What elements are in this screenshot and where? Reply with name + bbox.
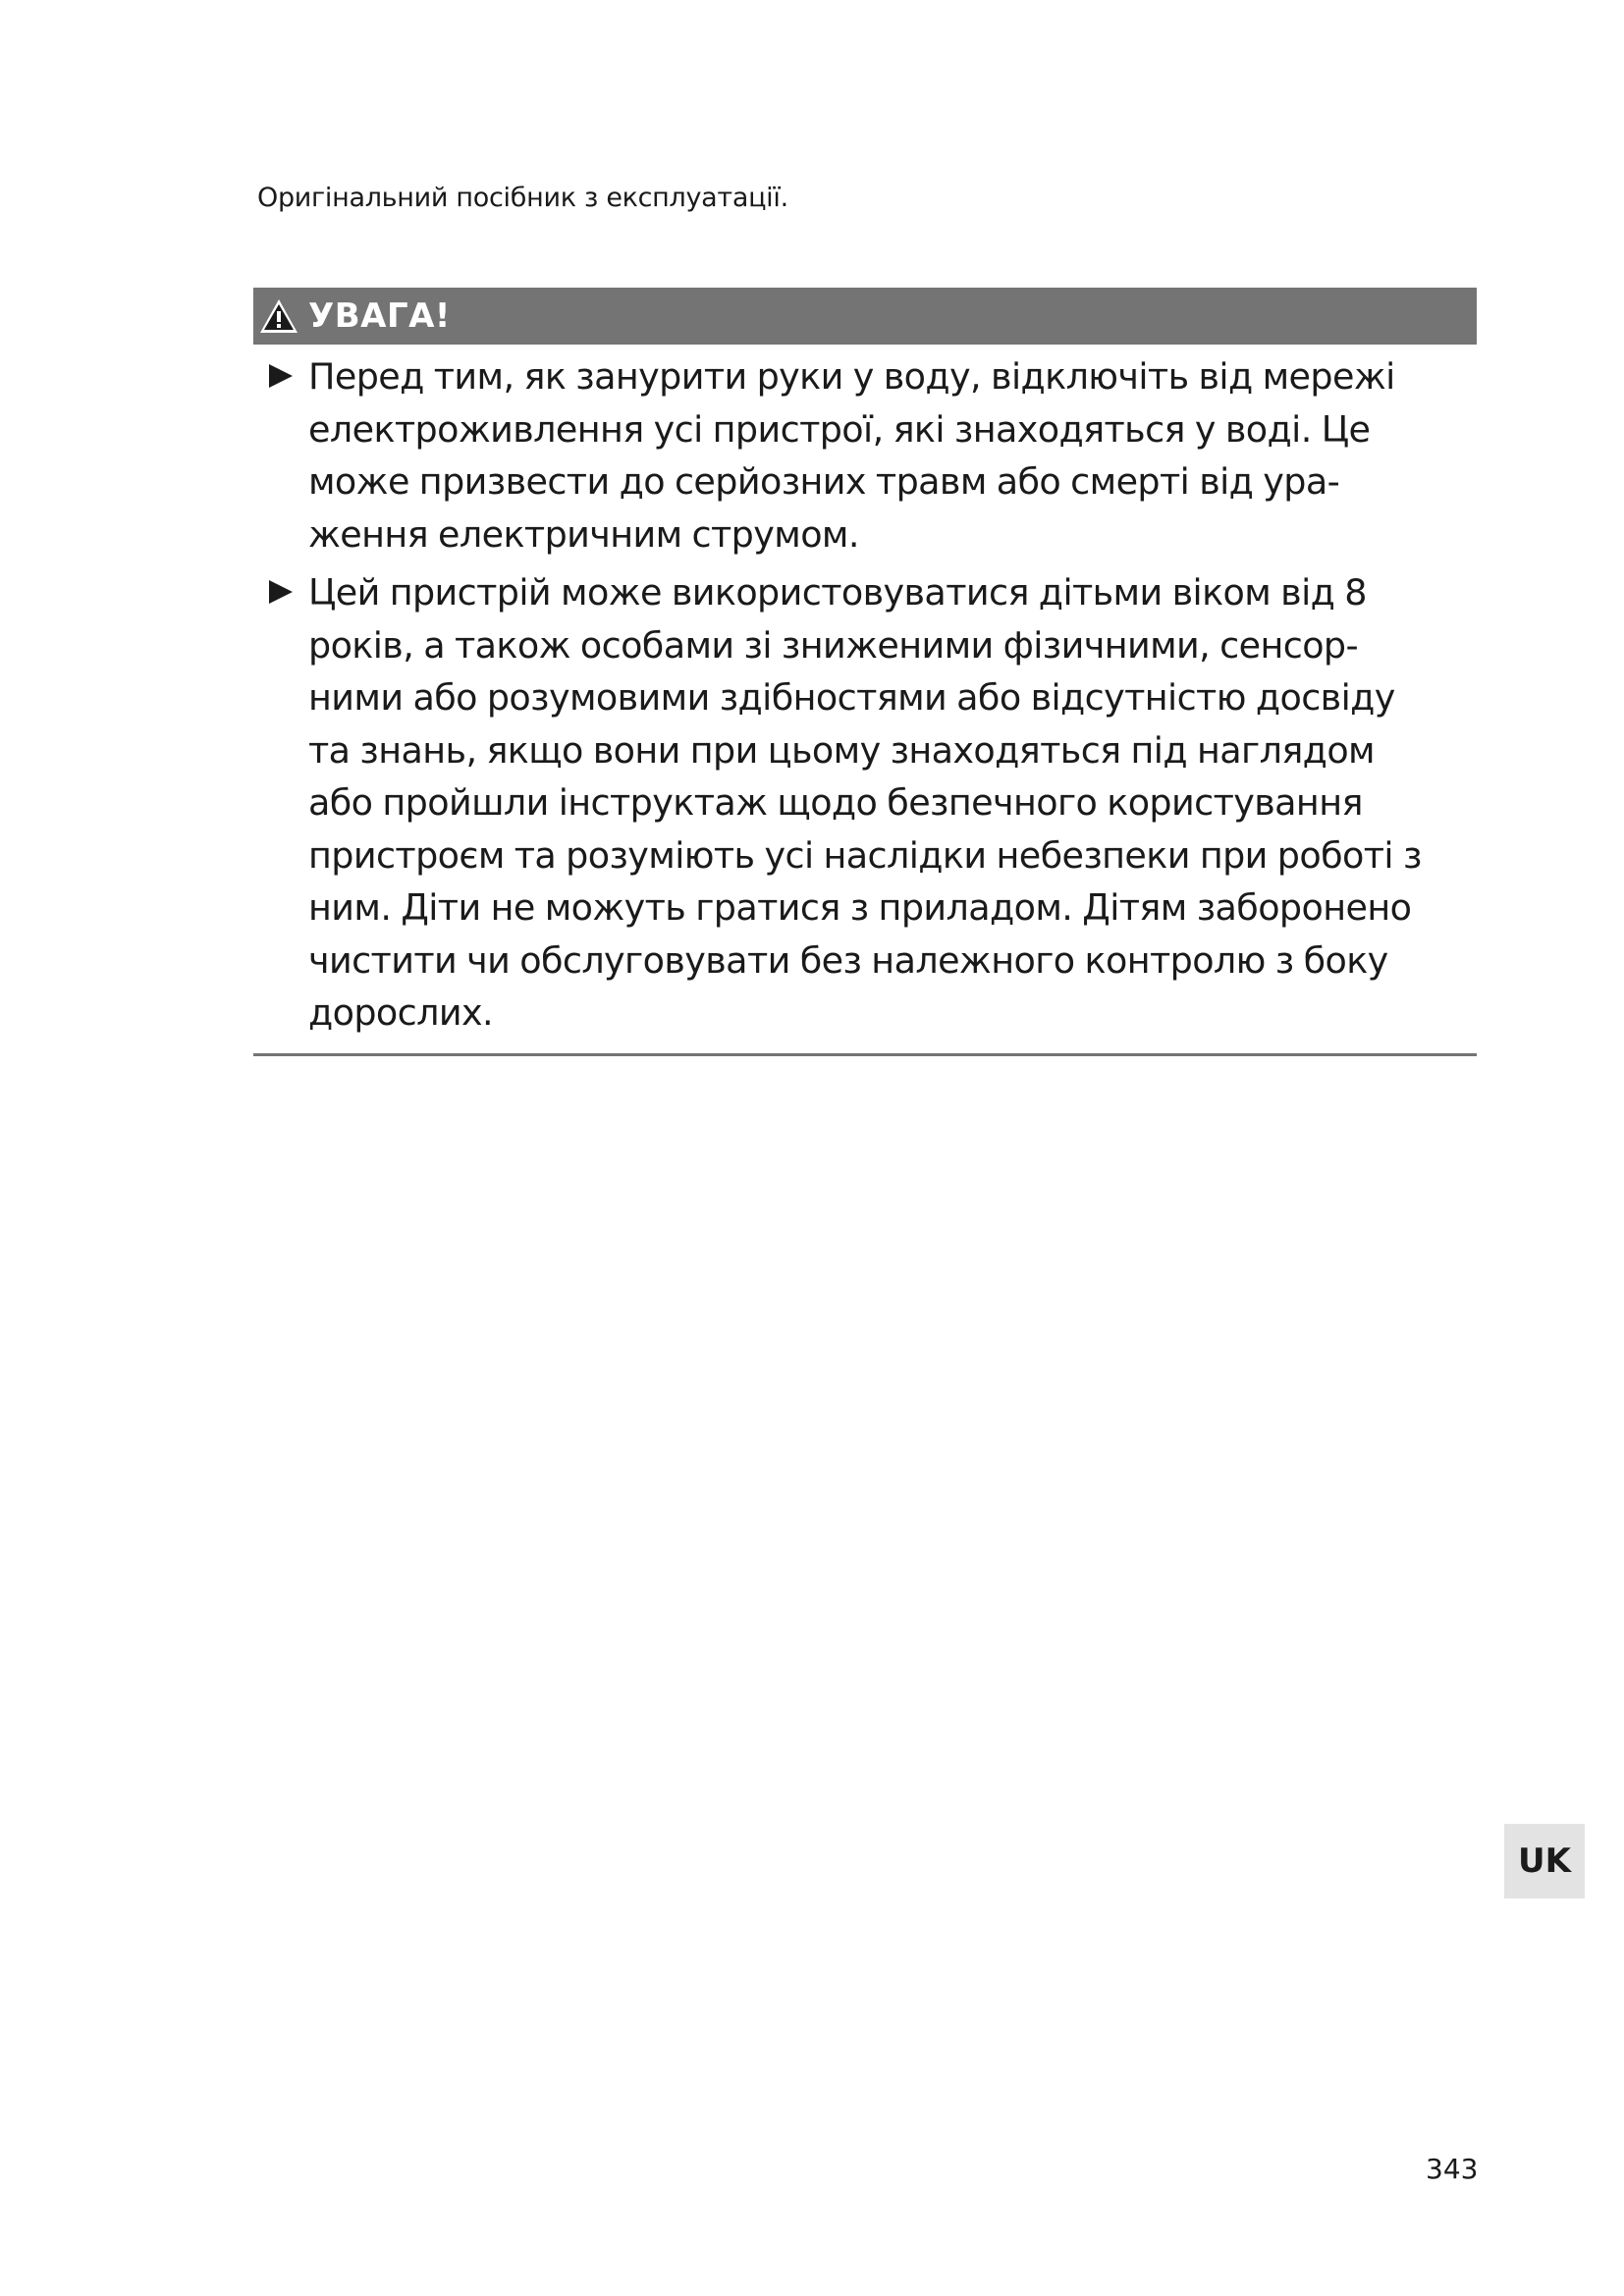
warning-item xyxy=(253,350,1477,561)
bullet-arrow-icon xyxy=(269,364,293,388)
warning-triangle-icon xyxy=(259,298,298,334)
page-number: 343 xyxy=(1426,2153,1479,2185)
warning-item-line: може призвести до серйозних травм або смерті від ура- xyxy=(308,460,1340,503)
bullet-arrow-icon xyxy=(269,580,293,604)
warning-box xyxy=(253,288,1477,1056)
warning-item-line: електроживлення усі пристрої, які знаходяться у воді. Це xyxy=(308,407,1371,451)
warning-item-line: Перед тим, як занурити руки у воду, відключіть від мережі xyxy=(308,355,1395,398)
warning-bottom-rule xyxy=(253,1053,1477,1056)
warning-item-line: або пройшли інструктаж щодо безпечного користування xyxy=(308,781,1363,824)
language-tab: UK xyxy=(1504,1824,1585,1898)
warning-item-line: дорослих. xyxy=(308,991,493,1034)
warning-item-line: Цей пристрій може використовуватися дітьми віком від 8 xyxy=(308,571,1367,614)
warning-list xyxy=(253,350,1477,1040)
warning-header xyxy=(253,288,1477,345)
warning-item-line: та знань, якщо вони при цьому знаходяться під наглядом xyxy=(308,728,1375,772)
warning-item-line: років, а також особами зі зниженими фізичними, сенсор- xyxy=(308,623,1359,667)
warning-item-line: ним. Діти не можуть гратися з приладом. Дітям заборонено xyxy=(308,886,1412,929)
warning-item-line: ними або розумовими здібностями або відсутністю досвіду xyxy=(308,676,1395,719)
warning-item xyxy=(253,566,1477,1040)
warning-title: УВАГА! xyxy=(308,296,451,336)
warning-item-line: пристроєм та розуміють усі наслідки небезпеки при роботі з xyxy=(308,833,1422,877)
warning-item-line: чистити чи обслуговувати без належного контролю з боку xyxy=(308,938,1388,982)
warning-item-line: ження електричним струмом. xyxy=(308,512,859,556)
intro-text: Оригінальний посібник з експлуатації. xyxy=(257,183,788,213)
